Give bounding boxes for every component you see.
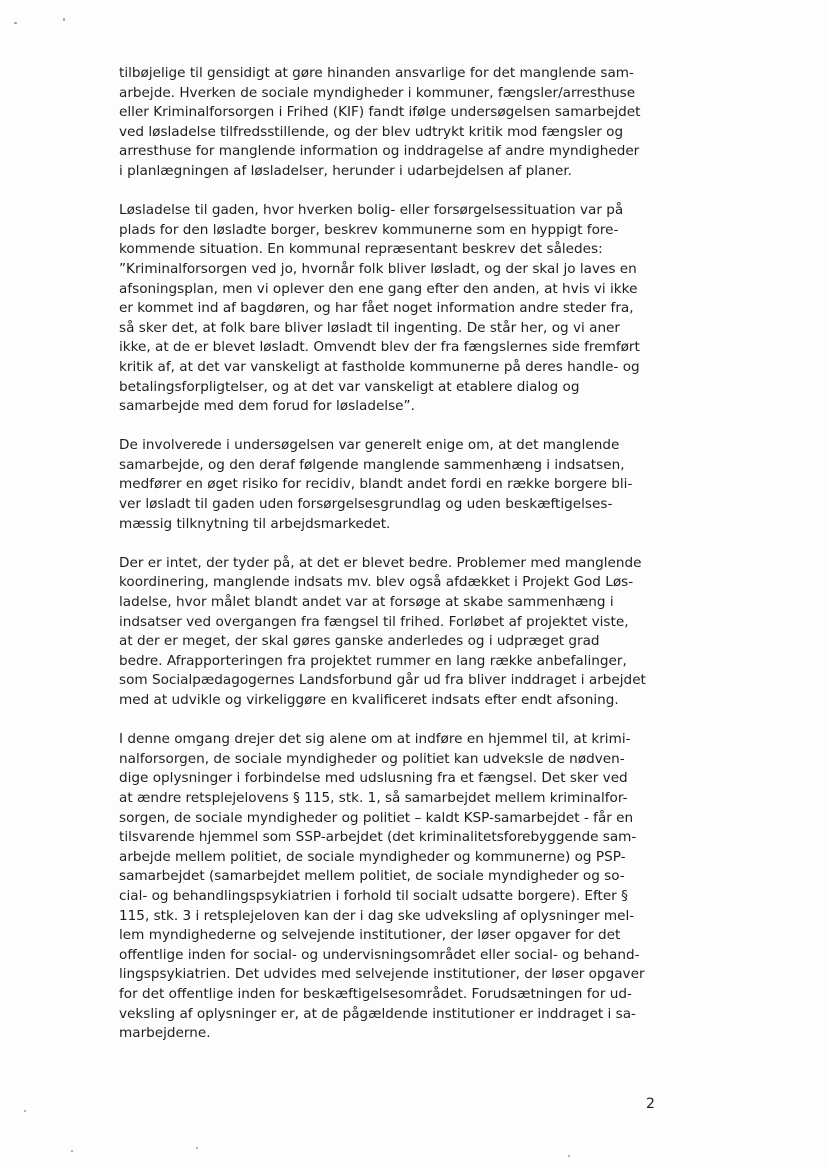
scan-speck	[71, 1150, 73, 1152]
text-line: samarbejdet (samarbejdet mellem politiet, de sociale myndigheder og so-	[119, 868, 625, 885]
text-line: offentlige inden for social- og undervisningsområdet eller social- og behand-	[119, 946, 640, 963]
text-line: lingspsykiatrien. Det udvides med selvejende institutioner, der løser opgaver	[119, 966, 645, 983]
text-line: arbejde. Hverken de sociale myndigheder i kommuner, fængsler/arresthuse	[119, 84, 636, 101]
text-line: arresthuse for manglende information og inddragelse af andre myndigheder	[119, 143, 640, 160]
text-line: kommende situation. En kommunal repræsentant beskrev det således:	[119, 241, 603, 258]
text-line: medfører en øget risiko for recidiv, blandt andet fordi en række borgere bli-	[119, 476, 633, 493]
text-line: samarbejde, og den deraf følgende manglende sammenhæng i indsatsen,	[119, 456, 625, 473]
text-line: Der er intet, der tyder på, at det er blevet bedre. Problemer med manglende	[119, 554, 642, 571]
text-line: kritik af, at det var vanskeligt at fastholde kommunerne på deres handle- og	[119, 358, 640, 375]
scan-speck	[24, 1110, 26, 1112]
text-line: 115, stk. 3 i retsplejeloven kan der i dag ske udveksling af oplysninger mel-	[119, 907, 635, 924]
text-line: afsoningsplan, men vi oplever den ene gang efter den anden, at hvis vi ikke	[119, 280, 638, 297]
text-line: som Socialpædagogernes Landsforbund går ud fra bliver inddraget i arbejdet	[119, 672, 646, 689]
text-line: ikke, at de er blevet løsladt. Omvendt blev der fra fængslernes side fremført	[119, 339, 640, 356]
body-text	[119, 64, 667, 1063]
text-line: De involverede i undersøgelsen var generelt enige om, at det manglende	[119, 437, 620, 454]
page-number: 2	[646, 1096, 655, 1112]
text-line: betalingsforpligtelser, og at det var vanskeligt at etablere dialog og	[119, 378, 580, 395]
text-line: er kommet ind af bagdøren, og har fået noget information andre steder fra,	[119, 300, 634, 317]
paragraph	[119, 730, 667, 1044]
scan-speck	[568, 1155, 570, 1157]
text-line: arbejde mellem politiet, de sociale myndigheder og kommunerne) og PSP-	[119, 848, 626, 865]
text-line: I denne omgang drejer det sig alene om at indføre en hjemmel til, at krimi-	[119, 731, 631, 748]
text-line: eller Kriminalforsorgen i Frihed (KIF) fandt ifølge undersøgelsen samarbejdet	[119, 104, 641, 121]
text-line: bedre. Afrapporteringen fra projektet rummer en lang række anbefalinger,	[119, 652, 627, 669]
text-line: ladelse, hvor målet blandt andet var at forsøge at skabe sammenhæng i	[119, 594, 614, 611]
paragraph	[119, 554, 667, 711]
text-line: plads for den løsladte borger, beskrev kommunerne som en hyppigt fore-	[119, 221, 619, 238]
scan-speck	[63, 18, 65, 21]
text-line: veksling af oplysninger er, at de pågældende institutioner er inddraget i sa-	[119, 1005, 636, 1022]
text-line: i planlægningen af løsladelser, herunder i udarbejdelsen af planer.	[119, 162, 573, 179]
paragraph	[119, 436, 667, 534]
text-line: ver løsladt til gaden uden forsørgelsesgrundlag og uden beskæftigelses-	[119, 496, 613, 513]
text-line: lem myndighederne og selvejende institutioner, der løser opgaver for det	[119, 927, 621, 944]
paragraph	[119, 64, 667, 182]
scan-speck	[196, 1147, 198, 1149]
text-line: at ændre retsplejelovens § 115, stk. 1, så samarbejdet mellem kriminalfor-	[119, 789, 628, 806]
text-line: ”Kriminalforsorgen ved jo, hvornår folk bliver løsladt, og der skal jo laves en	[119, 260, 637, 277]
text-line: ved løsladelse tilfredsstillende, og der blev udtrykt kritik mod fængsler og	[119, 123, 624, 140]
text-line: med at udvikle og virkeliggøre en kvalificeret indsats efter endt afsoning.	[119, 692, 619, 708]
text-line: koordinering, manglende indsats mv. blev også afdækket i Projekt God Løs-	[119, 574, 634, 591]
paragraph	[119, 201, 667, 417]
text-line: indsatser ved overgangen fra fængsel til frihed. Forløbet af projektet viste,	[119, 613, 629, 630]
text-line: mæssig tilknytning til arbejdsmarkedet.	[119, 515, 391, 532]
scan-speck	[14, 22, 17, 24]
text-line: at der er meget, der skal gøres ganske anderledes og i udpræget grad	[119, 633, 600, 650]
text-line: tilbøjelige til gensidigt at gøre hinanden ansvarlige for det manglende sam-	[119, 65, 634, 81]
text-line: Løsladelse til gaden, hvor hverken bolig- eller forsørgelsessituation var på	[119, 202, 624, 219]
text-line: for det offentlige inden for beskæftigelsesområdet. Forudsætningen for ud-	[119, 985, 632, 1002]
text-line: tilsvarende hjemmel som SSP-arbejdet (det kriminalitetsforebyggende sam-	[119, 829, 637, 846]
text-line: så sker det, at folk bare bliver løsladt til ingenting. De står her, og vi aner	[119, 319, 621, 336]
text-line: marbejderne.	[119, 1025, 211, 1042]
text-line: samarbejde med dem forud for løsladelse”.	[119, 398, 415, 415]
text-line: nalforsorgen, de sociale myndigheder og politiet kan udveksle de nødven-	[119, 750, 625, 767]
text-line: cial- og behandlingspsykiatrien i forhold til socialt udsatte borgere). Efter §	[119, 887, 628, 904]
text-line: sorgen, de sociale myndigheder og politiet – kaldt KSP-samarbejdet - får en	[119, 809, 634, 826]
text-line: dige oplysninger i forbindelse med udslusning fra et fængsel. Det sker ved	[119, 770, 628, 787]
